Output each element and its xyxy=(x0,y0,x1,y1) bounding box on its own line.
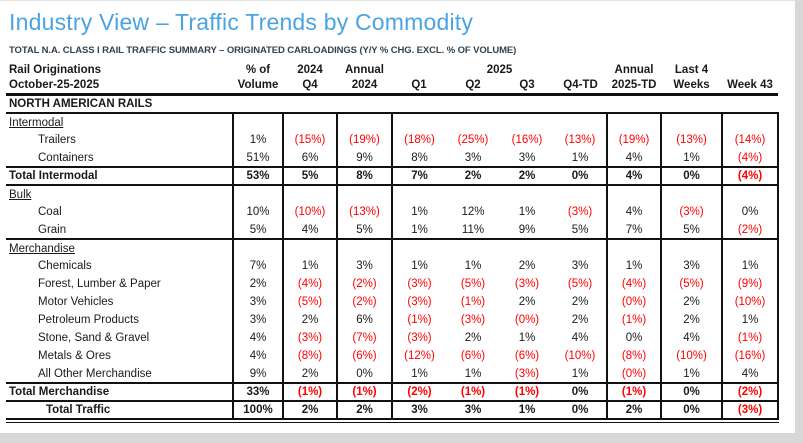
cell-2024_q4 xyxy=(283,239,337,257)
cell-2024_q4: 2% xyxy=(283,365,337,383)
cell-2025_q3: 1% xyxy=(518,206,536,218)
row-label-cell xyxy=(6,203,233,221)
cell-2025_q4_td: 4% xyxy=(554,329,607,347)
cell-annual_2025_td: (1%) xyxy=(607,311,661,329)
cell-2024_q4: 4% xyxy=(283,221,337,239)
cell-2025_q2: (1%) xyxy=(460,296,486,308)
cell-annual_2025_td: (0%) xyxy=(607,293,661,311)
cell-2025_q2: 3% xyxy=(446,401,500,419)
page-title: Industry View – Traffic Trends by Commodity xyxy=(9,9,474,35)
row-label-cell xyxy=(6,275,233,293)
cell-2025_q1: 8% xyxy=(411,151,428,164)
cell-week_43: (4%) xyxy=(722,167,778,185)
cell-annual_2025_td: 1% xyxy=(607,257,661,275)
col-header-date: October-25-2025 xyxy=(6,78,233,94)
cell-pct_volume: 100% xyxy=(233,401,283,419)
page-subtitle: TOTAL N.A. CLASS I RAIL TRAFFIC SUMMARY – ORIGINATED CARLOADINGS (Y/Y % CHG. EXCL. % OF VOLUME) xyxy=(9,45,517,56)
cell-2025_q1: 3% xyxy=(392,401,446,419)
row-label-cell xyxy=(6,113,233,131)
cell-week_43: (14%) xyxy=(722,131,778,149)
table-row-grand xyxy=(6,401,778,419)
cell-annual_2024: 9% xyxy=(337,149,392,167)
cell-2025_q3: (6%) xyxy=(514,350,540,362)
cell-annual_2025_td: 0% xyxy=(607,329,661,347)
cell-annual_2024 xyxy=(337,239,392,257)
table-row-item xyxy=(6,221,778,239)
cell-last_4_weeks xyxy=(661,113,722,131)
cell-pct_volume: 5% xyxy=(233,221,283,239)
cell-2025_q4_td: (3%) xyxy=(554,203,607,221)
col-header-rail-originations: Rail Originations xyxy=(9,64,102,76)
cell-2025_q3: (1%) xyxy=(500,383,554,401)
row-label-cell xyxy=(6,329,233,347)
cell-last_4_weeks: 5% xyxy=(661,221,722,239)
cell-2025_q2: 12% xyxy=(461,206,485,218)
cell-annual_2025_td: (8%) xyxy=(607,347,661,365)
table-row-item xyxy=(6,275,778,293)
col-header-2025-span: 2025 xyxy=(486,64,513,76)
row-label-cell xyxy=(6,131,233,149)
cell-last_4_weeks: 2% xyxy=(661,311,722,329)
cell-annual_2024: (19%) xyxy=(337,131,392,149)
cell-2025_q3: (16%) xyxy=(511,134,543,146)
cell-annual_2024: 0% xyxy=(337,365,392,383)
cell-2025_q1 xyxy=(392,185,446,203)
col-header-annual-2024: Annual xyxy=(345,64,384,76)
cell-2025_q3 xyxy=(500,185,554,203)
row-label: Petroleum Products xyxy=(38,314,139,326)
cell-2025_q2 xyxy=(446,239,500,257)
cell-pct_volume: 2% xyxy=(233,275,283,293)
cell-2025_q2: (3%) xyxy=(460,314,486,326)
row-label: Total Intermodal xyxy=(9,170,98,182)
cell-2025_q2: 1% xyxy=(464,260,482,272)
cell-week_43: (1%) xyxy=(722,329,778,347)
cell-annual_2024: (13%) xyxy=(337,203,392,221)
row-label: Coal xyxy=(38,206,62,218)
cell-2025_q1: 1% xyxy=(411,223,428,236)
cell-2024_q4: 2% xyxy=(283,311,337,329)
cell-pct_volume: 4% xyxy=(233,329,283,347)
cell-2025_q4_td xyxy=(554,185,607,203)
cell-2025_q4_td: 1% xyxy=(554,149,607,167)
cell-2025_q1: (12%) xyxy=(404,350,435,362)
cell-2025_q3 xyxy=(500,239,554,257)
row-label-cell xyxy=(6,383,233,401)
cell-last_4_weeks: 1% xyxy=(661,149,722,167)
cell-2025_q2: (6%) xyxy=(460,350,486,362)
cell-2025_q4_td: 2% xyxy=(554,293,607,311)
cell-week_43: 1% xyxy=(722,257,778,275)
row-label-cell xyxy=(6,239,233,257)
cell-2025_q3: 1% xyxy=(500,401,554,419)
cell-week_43: (3%) xyxy=(722,401,778,419)
cell-week_43 xyxy=(722,113,778,131)
cell-annual_2024: 2% xyxy=(337,401,392,419)
cell-last_4_weeks: (5%) xyxy=(661,275,722,293)
table-row-item xyxy=(6,329,778,347)
header-row-2 xyxy=(6,78,778,94)
cell-annual_2025_td: (1%) xyxy=(607,383,661,401)
cell-annual_2025_td xyxy=(607,113,661,131)
cell-2024_q4: 5% xyxy=(283,167,337,185)
cell-2025_q1: (2%) xyxy=(392,383,446,401)
cell-last_4_weeks: 2% xyxy=(661,293,722,311)
cell-last_4_weeks: 0% xyxy=(661,383,722,401)
cell-last_4_weeks xyxy=(661,185,722,203)
col-header-2024: 2024 xyxy=(297,64,323,76)
col-header-q3: Q3 xyxy=(500,78,554,94)
cell-2025_q2 xyxy=(446,113,500,131)
cell-2025_q2: 11% xyxy=(461,223,485,236)
cell-week_43 xyxy=(722,239,778,257)
cell-2025_q1: (3%) xyxy=(407,296,432,308)
cell-pct_volume: 10% xyxy=(233,203,283,221)
cell-annual_2025_td xyxy=(607,239,661,257)
col-header-q4: Q4 xyxy=(283,78,337,94)
cell-annual_2024: 3% xyxy=(337,257,392,275)
cell-2025_q2: 2% xyxy=(446,167,500,185)
cell-2025_q2: (25%) xyxy=(457,134,489,146)
cell-2024_q4: (1%) xyxy=(283,383,337,401)
table-row-group xyxy=(6,113,778,131)
cell-2025_q1: (18%) xyxy=(404,134,435,146)
cell-2025_q4_td: (5%) xyxy=(554,275,607,293)
cell-2025_q1: 1% xyxy=(411,260,428,272)
cell-week_43: (16%) xyxy=(722,347,778,365)
table-row-group xyxy=(6,185,778,203)
section-title: NORTH AMERICAN RAILS xyxy=(6,94,778,113)
row-label: Metals & Ores xyxy=(38,350,111,362)
cell-annual_2025_td: 4% xyxy=(607,167,661,185)
cell-week_43 xyxy=(722,185,778,203)
table-row-total xyxy=(6,167,778,185)
row-label: Motor Vehicles xyxy=(38,296,114,308)
cell-annual_2024 xyxy=(337,185,392,203)
cell-2024_q4: (4%) xyxy=(283,275,337,293)
cell-annual_2024: 5% xyxy=(337,221,392,239)
cell-2024_q4: (5%) xyxy=(283,293,337,311)
cell-pct_volume: 3% xyxy=(233,293,283,311)
col-header-q1: Q1 xyxy=(392,78,446,94)
table-row-total xyxy=(6,383,778,401)
table-row-item xyxy=(6,347,778,365)
cell-2025_q4_td: 1% xyxy=(554,365,607,383)
cell-annual_2025_td: 4% xyxy=(607,203,661,221)
col-header-week43-top xyxy=(722,62,778,78)
cell-2025_q1 xyxy=(392,113,446,131)
cell-last_4_weeks: 0% xyxy=(661,401,722,419)
traffic-trends-table xyxy=(6,62,779,420)
row-label: Bulk xyxy=(9,188,32,201)
cell-2025_q2: 3% xyxy=(464,151,482,164)
cell-2025_q3: (0%) xyxy=(514,314,540,326)
cell-last_4_weeks: 0% xyxy=(661,167,722,185)
cell-annual_2024: (2%) xyxy=(337,293,392,311)
cell-week_43: (2%) xyxy=(722,383,778,401)
row-label-cell xyxy=(6,221,233,239)
cell-pct_volume: 9% xyxy=(233,365,283,383)
row-label: Total Merchandise xyxy=(9,386,110,398)
row-label-cell xyxy=(6,365,233,383)
cell-2025_q4_td: 0% xyxy=(554,401,607,419)
cell-week_43: (4%) xyxy=(722,149,778,167)
cell-2024_q4: (3%) xyxy=(283,329,337,347)
table-body xyxy=(6,113,778,419)
cell-last_4_weeks: 4% xyxy=(661,329,722,347)
cell-pct_volume: 1% xyxy=(233,131,283,149)
cell-2025_q4_td: 2% xyxy=(554,311,607,329)
cell-2025_q2 xyxy=(446,185,500,203)
cell-week_43: 0% xyxy=(722,203,778,221)
cell-pct_volume: 33% xyxy=(233,383,283,401)
row-label-cell xyxy=(6,185,233,203)
cell-week_43: (10%) xyxy=(722,293,778,311)
row-label-cell xyxy=(6,167,233,185)
cell-2025_q3 xyxy=(500,113,554,131)
cell-2024_q4 xyxy=(283,185,337,203)
cell-2025_q3: 2% xyxy=(518,260,536,272)
table-row-group xyxy=(6,239,778,257)
cell-pct_volume xyxy=(233,239,283,257)
cell-2025_q3: 1% xyxy=(518,332,536,344)
cell-annual_2025_td: 2% xyxy=(607,401,661,419)
cell-pct_volume: 7% xyxy=(233,257,283,275)
cell-annual_2025_td: 4% xyxy=(607,149,661,167)
row-label: Stone, Sand & Gravel xyxy=(38,332,150,344)
cell-2025_q4_td xyxy=(554,113,607,131)
cell-week_43: 1% xyxy=(722,311,778,329)
row-label-cell xyxy=(6,347,233,365)
cell-last_4_weeks xyxy=(661,239,722,257)
section-header-row xyxy=(6,94,778,113)
col-header-pct-of: % of xyxy=(245,64,271,76)
cell-2025_q2: 1% xyxy=(464,367,482,380)
cell-pct_volume: 3% xyxy=(233,311,283,329)
cell-2025_q1: 7% xyxy=(392,167,446,185)
col-header-week43: Week 43 xyxy=(722,78,778,94)
cell-2025_q1: (3%) xyxy=(407,332,432,344)
cell-2025_q2: (1%) xyxy=(446,383,500,401)
cell-last_4_weeks: 3% xyxy=(661,257,722,275)
cell-2024_q4: 6% xyxy=(283,149,337,167)
row-label: Chemicals xyxy=(38,260,92,272)
cell-week_43: (9%) xyxy=(722,275,778,293)
cell-annual_2024: (6%) xyxy=(337,347,392,365)
col-header-weeks: Weeks xyxy=(661,78,722,94)
cell-week_43: (2%) xyxy=(722,221,778,239)
cell-annual_2024: 6% xyxy=(337,311,392,329)
col-header-volume: Volume xyxy=(233,78,283,94)
traffic-table-wrapper xyxy=(6,62,779,423)
col-header-2025td: 2025-TD xyxy=(607,78,661,94)
col-header-annual-2025: Annual xyxy=(614,64,654,76)
cell-annual_2025_td: (0%) xyxy=(607,365,661,383)
cell-week_43: 4% xyxy=(722,365,778,383)
col-header-last4: Last 4 xyxy=(674,64,709,76)
cell-2025_q1: 1% xyxy=(411,367,428,380)
row-label: Forest, Lumber & Paper xyxy=(38,278,161,290)
cell-2025_q4_td: 5% xyxy=(554,221,607,239)
cell-pct_volume xyxy=(233,113,283,131)
header-row-1 xyxy=(6,62,778,78)
cell-annual_2024: (2%) xyxy=(337,275,392,293)
cell-last_4_weeks: 1% xyxy=(661,365,722,383)
cell-pct_volume: 51% xyxy=(233,149,283,167)
cell-2025_q3: (3%) xyxy=(514,367,540,380)
cell-2025_q1 xyxy=(392,239,446,257)
cell-2025_q1: 1% xyxy=(411,206,428,218)
row-label-cell xyxy=(6,401,233,419)
cell-2025_q4_td: 3% xyxy=(554,257,607,275)
cell-last_4_weeks: (3%) xyxy=(661,203,722,221)
col-header-annual-2024-yr: 2024 xyxy=(337,78,392,94)
table-row-item xyxy=(6,311,778,329)
cell-2024_q4: (8%) xyxy=(283,347,337,365)
table-row-item xyxy=(6,131,778,149)
row-label: Grain xyxy=(38,223,67,236)
table-row-item xyxy=(6,293,778,311)
row-label: All Other Merchandise xyxy=(38,367,152,380)
cell-2025_q3: 2% xyxy=(518,296,536,308)
table-row-item xyxy=(6,149,778,167)
cell-annual_2025_td: (19%) xyxy=(607,131,661,149)
cell-annual_2024: (1%) xyxy=(337,383,392,401)
cell-annual_2025_td: (4%) xyxy=(607,275,661,293)
cell-annual_2024: 8% xyxy=(337,167,392,185)
table-row-item xyxy=(6,365,778,383)
row-label-cell xyxy=(6,149,233,167)
cell-2024_q4: 2% xyxy=(283,401,337,419)
row-label: Total Traffic xyxy=(46,404,111,416)
cell-pct_volume: 4% xyxy=(233,347,283,365)
cell-2025_q3: (3%) xyxy=(514,278,540,290)
cell-2025_q4_td: (13%) xyxy=(554,131,607,149)
cell-2025_q1: (1%) xyxy=(407,314,432,326)
row-label: Intermodal xyxy=(9,116,64,129)
cell-2025_q4_td: 0% xyxy=(554,383,607,401)
cell-2025_q1: (3%) xyxy=(407,278,432,290)
cell-pct_volume xyxy=(233,185,283,203)
table-row-item xyxy=(6,203,778,221)
row-label-cell xyxy=(6,311,233,329)
cell-annual_2025_td xyxy=(607,185,661,203)
cell-2024_q4: 1% xyxy=(283,257,337,275)
table-row-item xyxy=(6,257,778,275)
cell-last_4_weeks: (10%) xyxy=(661,347,722,365)
cell-2025_q4_td: (10%) xyxy=(554,347,607,365)
cell-2025_q4_td xyxy=(554,239,607,257)
cell-2024_q4: (10%) xyxy=(283,203,337,221)
cell-2025_q2: 2% xyxy=(464,332,482,344)
cell-pct_volume: 53% xyxy=(233,167,283,185)
cell-annual_2024 xyxy=(337,113,392,131)
cell-2025_q3: 2% xyxy=(500,167,554,185)
cell-2025_q4_td: 0% xyxy=(554,167,607,185)
row-label-cell xyxy=(6,293,233,311)
col-header-q4td: Q4-TD xyxy=(554,78,607,94)
cell-annual_2025_td: 7% xyxy=(607,221,661,239)
row-label: Trailers xyxy=(38,134,76,146)
row-label: Merchandise xyxy=(9,242,75,255)
cell-annual_2024: (7%) xyxy=(337,329,392,347)
cell-2025_q3: 9% xyxy=(518,223,536,236)
cell-last_4_weeks: (13%) xyxy=(661,131,722,149)
cell-2025_q3: 3% xyxy=(518,151,536,164)
col-header-q2: Q2 xyxy=(446,78,500,94)
cell-2024_q4 xyxy=(283,113,337,131)
row-label: Containers xyxy=(38,151,94,164)
cell-2024_q4: (15%) xyxy=(283,131,337,149)
cell-2025_q2: (5%) xyxy=(460,278,486,290)
row-label-cell xyxy=(6,257,233,275)
